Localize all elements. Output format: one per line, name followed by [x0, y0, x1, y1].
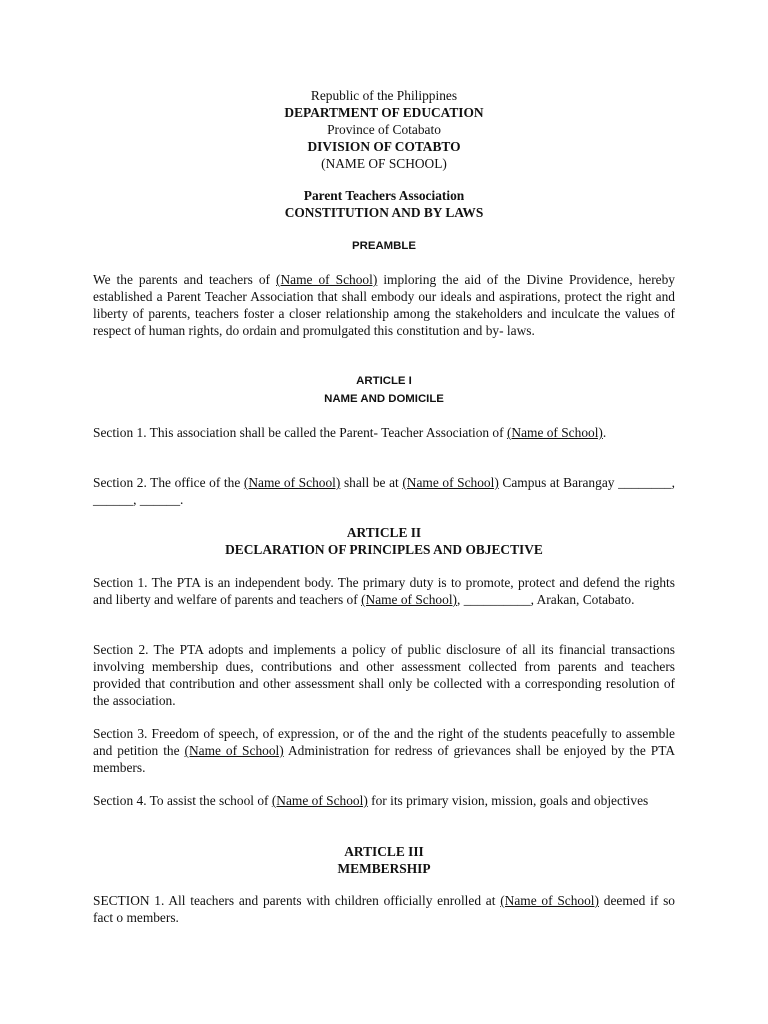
school-placeholder: (Name of School): [271, 793, 368, 808]
school-name-line: (NAME OF SCHOOL): [321, 156, 447, 171]
article-2-section-4: [93, 792, 675, 809]
division-line: DIVISION OF COTABTO: [307, 139, 461, 154]
school-placeholder: (Name of School): [243, 475, 341, 490]
preamble-text: We the parents and teachers of: [93, 272, 277, 287]
school-placeholder: (Name of School): [184, 743, 284, 758]
article-1-heading: [93, 373, 675, 408]
preamble-paragraph: [93, 271, 675, 339]
document-title: [93, 187, 675, 221]
section-text: Administration for redress of grievances shall be enjoyed by the PTA members.: [93, 743, 675, 775]
department-line: DEPARTMENT OF EDUCATION: [284, 105, 484, 120]
province-line: Province of Cotabato: [327, 122, 441, 137]
article-2-title: DECLARATION OF PRINCIPLES AND OBJECTIVE: [225, 542, 543, 557]
article-3-title: MEMBERSHIP: [337, 861, 431, 876]
section-text: Section 3. Freedom of speech, of expression, or of the and the right of the students peacefully to assemble and petition the: [93, 726, 675, 758]
section-text: .: [602, 425, 607, 440]
article-2-section-3: [93, 725, 675, 776]
section-text: Campus at Barangay ________, ______, ______.: [93, 475, 675, 507]
section-text: Section 1. The PTA is an independent body. The primary duty is to promote, protect and defend the rights and liberty and welfare of parents and teachers of: [93, 575, 675, 607]
article-2-heading: [93, 524, 675, 558]
section-text: SECTION 1. All teachers and parents with children officially enrolled at: [93, 893, 501, 908]
article-2-section-2: Section 2. The PTA adopts and implements a policy of public disclosure of all its financial transactions involving membership dues, contributions and other assessment collected from parents and teachers provided that contribution and other assessment shall only be collected with a corresponding resolution of the association.: [93, 642, 675, 708]
school-placeholder: (Name of School): [506, 425, 603, 440]
section-text: shall be at: [340, 475, 403, 490]
section-text: , __________, Arakan, Cotabato.: [457, 592, 635, 607]
title-constitution: CONSTITUTION AND BY LAWS: [284, 205, 484, 220]
section-text: for its primary vision, mission, goals and objectives: [367, 793, 649, 808]
article-1-section-1: [93, 424, 675, 441]
article-2-number: ARTICLE II: [346, 525, 422, 540]
school-placeholder: (Name of School): [276, 272, 378, 287]
article-3-heading: [93, 843, 675, 877]
article-1-title: NAME AND DOMICILE: [324, 393, 444, 405]
school-placeholder: (Name of School): [361, 592, 458, 607]
school-placeholder: (Name of School): [402, 475, 499, 490]
section-text: Section 4. To assist the school of: [93, 793, 272, 808]
section-text: Section 2. The office of the: [93, 475, 244, 490]
section-text: Section 1. This association shall be called the Parent- Teacher Association of: [93, 425, 507, 440]
article-1-number: ARTICLE I: [356, 375, 412, 387]
section-text: deemed if so fact o members.: [93, 893, 675, 925]
republic-line: Republic of the Philippines: [310, 88, 458, 103]
article-1-section-2: [93, 474, 675, 508]
letterhead: [93, 87, 675, 172]
preamble-text: imploring the aid of the Divine Providence, hereby established a Parent Teacher Association that shall embody our ideals and aspirations, protect the right and liberty of parents, teachers foster a closer relationship among the stakeholders and inculcate the values of respect of human rights, do ordain and promulgated this constitution and by- laws.: [93, 272, 675, 338]
school-placeholder: (Name of School): [500, 893, 599, 908]
preamble-heading: PREAMBLE: [352, 240, 416, 252]
article-3-section-1: [93, 892, 675, 926]
title-association: Parent Teachers Association: [303, 188, 465, 203]
article-2-section-1: [93, 574, 675, 608]
article-3-number: ARTICLE III: [344, 844, 424, 859]
